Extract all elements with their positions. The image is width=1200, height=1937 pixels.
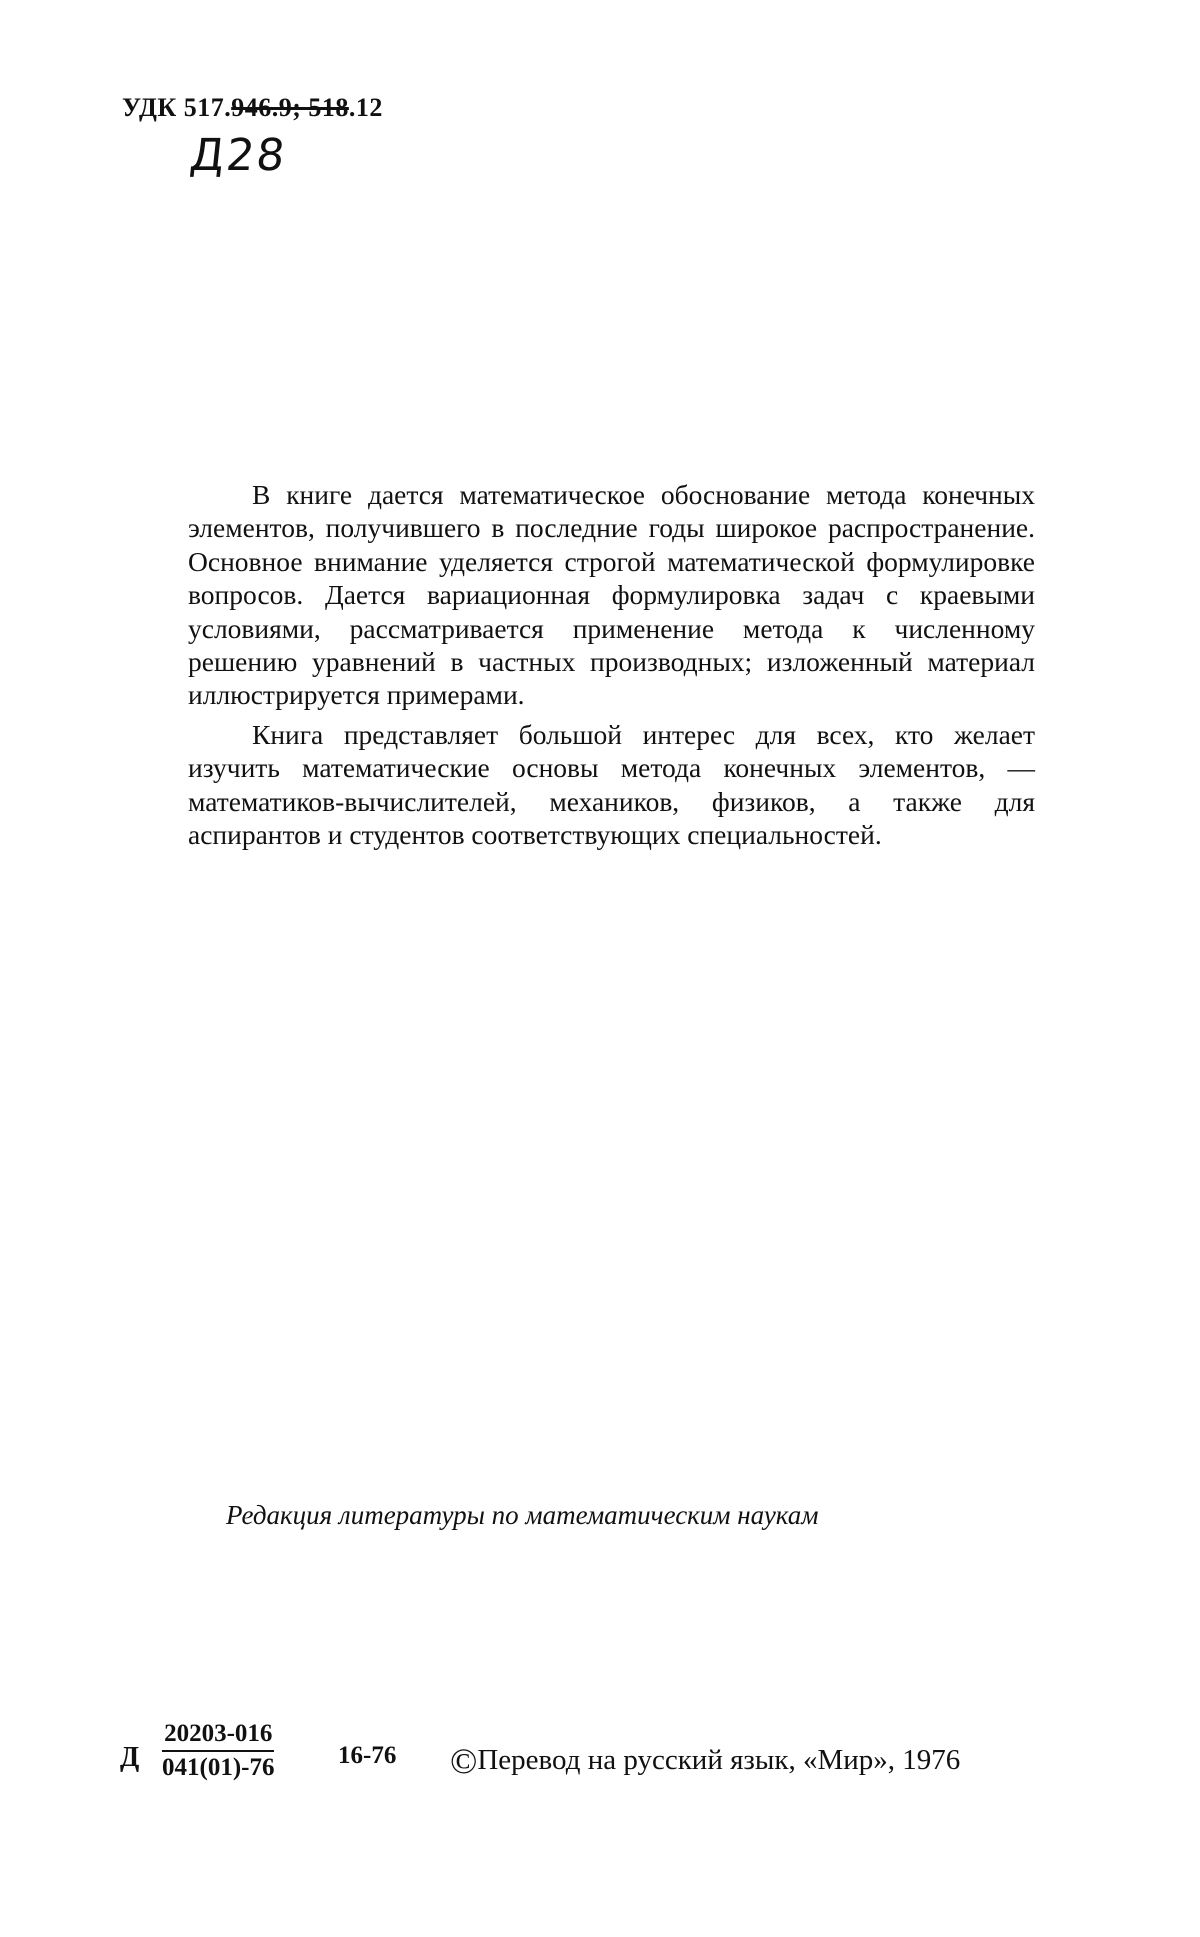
- imprint: [120, 1720, 1080, 1790]
- abstract: [188, 478, 1035, 857]
- imprint-letter: Д: [120, 1742, 140, 1773]
- edition-note: Редакция литературы по математическим наукам: [226, 1500, 819, 1530]
- udc-classification: [122, 93, 383, 123]
- imprint-numerator: 20203-016: [162, 1720, 274, 1752]
- udc-prefix: УДК 517.: [122, 93, 232, 122]
- udc-suffix: .12: [348, 93, 383, 122]
- copyright-text: Перевод на русский язык, «Мир», 1976: [477, 1744, 961, 1776]
- copyright-symbol: ©: [450, 1741, 478, 1781]
- abstract-paragraph-2: Книга представляет большой интерес для всех, кто желает изучить математические основы метода конечных элементов, — математиков-вычислителей, механиков, физиков, а также для аспирантов и студентов соответствующих специальностей.: [188, 718, 1035, 851]
- handwritten-code: Д28: [187, 130, 290, 181]
- imprint-fraction: [162, 1720, 274, 1782]
- udc-struck-code: 946.9; 518: [231, 93, 349, 122]
- imprint-denominator: 041(01)-76: [162, 1754, 275, 1781]
- abstract-paragraph-1: В книге дается математическое обоснование метода конечных элементов, получившего в последние годы широкое распространение. Основное внимание уделяется строгой математической формулировке вопросов. Дается вариационная формулировка задач с краевыми условиями, рассматривается применение метода к численному решению уравнений в частных производных; изложенный материал иллюстрируется примерами.: [188, 479, 1035, 711]
- copyright-line: [450, 1740, 960, 1782]
- imprint-code: 16-76: [338, 1742, 397, 1769]
